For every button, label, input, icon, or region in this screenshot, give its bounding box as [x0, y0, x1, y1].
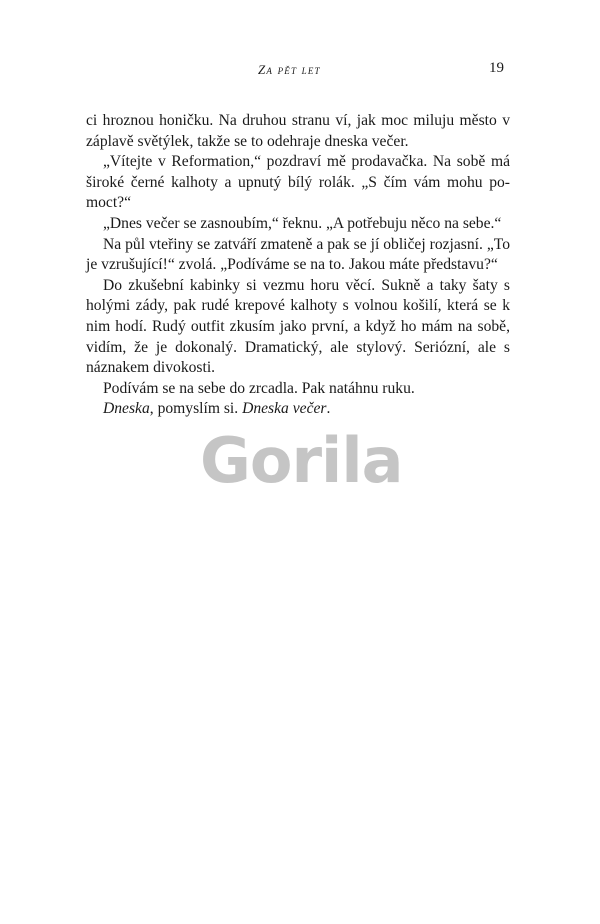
- paragraph: Do zkušební kabinky si vezmu horu věcí. Sukně a taky šaty s holými zády, pak rudé krepové kalhoty s volnou košilí, která se k nim hodí. Rudý outfit zkusím jako první, a když ho mám na sobě, vidím, že je dokonalý. Dramatický, ale stylový. Seriózní, ale s náznakem divokosti.: [86, 276, 510, 377]
- italic-thought: Dneska večer: [242, 400, 327, 418]
- body-text: [86, 111, 510, 420]
- paragraph: „Dnes večer se zasnoubím,“ řeknu. „A potřebuju něco na sebe.“: [103, 214, 502, 232]
- paragraph: Na půl vteřiny se zatváří zmateně a pak se jí obličej rozjasní. „To je vzrušující!“ zvolá. „Podíváme se na to. Jakou máte představu?“: [86, 235, 510, 274]
- closing-paragraph: [86, 399, 510, 420]
- running-head: [0, 60, 600, 80]
- running-title: Za pět let: [258, 62, 321, 77]
- italic-thought: Dneska: [103, 400, 150, 418]
- narration: , pomyslím si.: [149, 400, 243, 418]
- paragraph: Podívám se na sebe do zrcadla. Pak natáhnu ruku.: [103, 379, 415, 397]
- paragraph: ci hroznou honičku. Na druhou stranu ví, jak moc miluju město v záplavě světýlek, takže se to odehraje dneska večer.: [86, 112, 510, 150]
- watermark-logo: Gorila: [200, 424, 403, 497]
- paragraph: „Vítejte v Reformation,“ pozdraví mě prodavačka. Na sobě má široké černé kalhoty a upnutý bílý rolák. „S čím vám mohu pomoct?“: [86, 153, 510, 212]
- punctuation: .: [326, 400, 331, 418]
- page-number: 19: [489, 60, 504, 76]
